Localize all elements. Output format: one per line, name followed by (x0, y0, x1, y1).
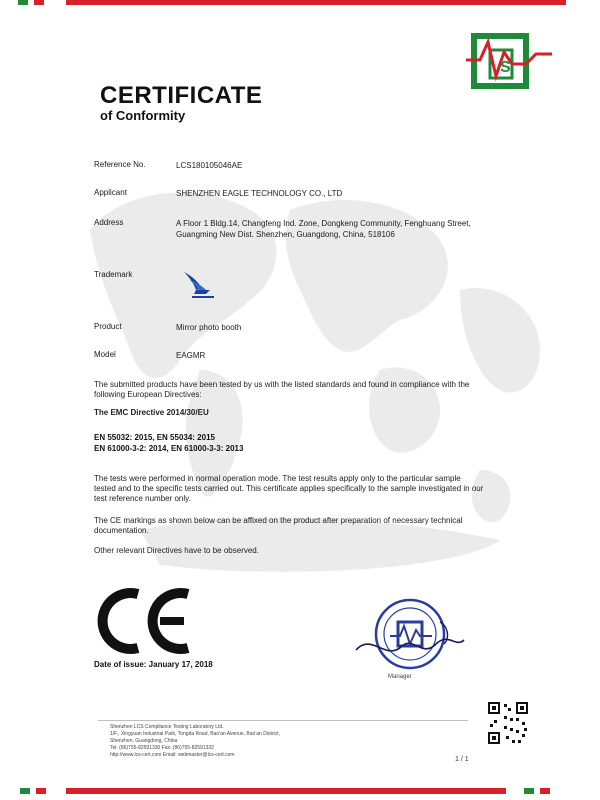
standards-line-2: EN 61000-3-2: 2014, EN 61000-3-3: 2013 (94, 444, 244, 453)
footer-line-2: 1/F., Xingyuan Industrial Park, Tongda Road, Bao'an Avenue, Bao'an District, (110, 731, 280, 737)
top-border-red-block (34, 0, 44, 5)
footer-line-3: Shenzhen, Guangdong, China (110, 738, 178, 744)
bottom-red-bar (66, 788, 506, 794)
field-label: Address (94, 218, 124, 227)
top-border (0, 0, 600, 6)
signature-label: Manager (388, 674, 412, 680)
bottom-green-block (20, 788, 30, 794)
intro-paragraph: The submitted products have been tested by us with the listed standards and found in compliance with the following European Directives: (94, 380, 470, 399)
field-label: Trademark (94, 270, 133, 279)
bottom-green-block-right (524, 788, 534, 794)
page-number: 1 / 1 (455, 756, 469, 763)
qr-code-icon (486, 700, 530, 746)
field-value: SHENZHEN EAGLE TECHNOLOGY CO., LTD (176, 189, 343, 198)
top-border-red-bar (66, 0, 566, 5)
directive-text: The EMC Directive 2014/30/EU (94, 408, 209, 417)
lcs-logo-icon (466, 30, 552, 92)
certificate-title: CERTIFICATE (100, 82, 263, 109)
bottom-red-block (36, 788, 46, 794)
bottom-border (0, 770, 600, 800)
field-label: Applicant (94, 188, 127, 197)
eagle-trademark-icon (176, 268, 224, 300)
field-value: LCS180105046AE (176, 161, 243, 170)
field-label: Product (94, 322, 122, 331)
tests-note-paragraph: The tests were performed in normal operation mode. The test results apply only to the particular sample tested and to the specific tests carried out. This certificate applies specifically to the sample investigated in our test reference number only. (94, 474, 484, 503)
official-stamp-icon (352, 592, 468, 684)
footer-line-4: Tel: (86)755-82591330 Fax: (86)755-82591332 (110, 745, 214, 751)
footer-line-1: Shenzhen LCS Compliance Testing Laboratory Ltd. (110, 724, 224, 730)
svg-text:S: S (500, 59, 511, 76)
footer-divider (98, 720, 468, 721)
footer-line-5: http://www.lcs-cert.com Email: webmaster@lcs-cert.com (110, 752, 235, 758)
field-value: Mirror photo booth (176, 323, 242, 332)
field-value: A Floor 1 Bldg.14, Changfeng Ind. Zone, Dongkeng Community, Fenghuang Street, Guangming New Dist. Shenzhen, Guangdong, China, 518106 (176, 219, 471, 239)
standards-line-1: EN 55032: 2015, EN 55034: 2015 (94, 433, 215, 442)
field-label: Reference No. (94, 160, 146, 169)
issue-date: Date of issue: January 17, 2018 (94, 660, 213, 669)
footer-address-block (110, 724, 430, 759)
field-label: Model (94, 350, 116, 359)
ce-mark-icon (96, 586, 196, 656)
bottom-red-block-right (540, 788, 550, 794)
field-value: EAGMR (176, 351, 206, 360)
other-note-paragraph: Other relevant Directives have to be observed. (94, 546, 259, 555)
certificate-subtitle: of Conformity (100, 108, 186, 123)
top-border-green-block (18, 0, 28, 5)
ce-note-paragraph: The CE markings as shown below can be affixed on the product after preparation of necessary technical documentation. (94, 516, 463, 535)
